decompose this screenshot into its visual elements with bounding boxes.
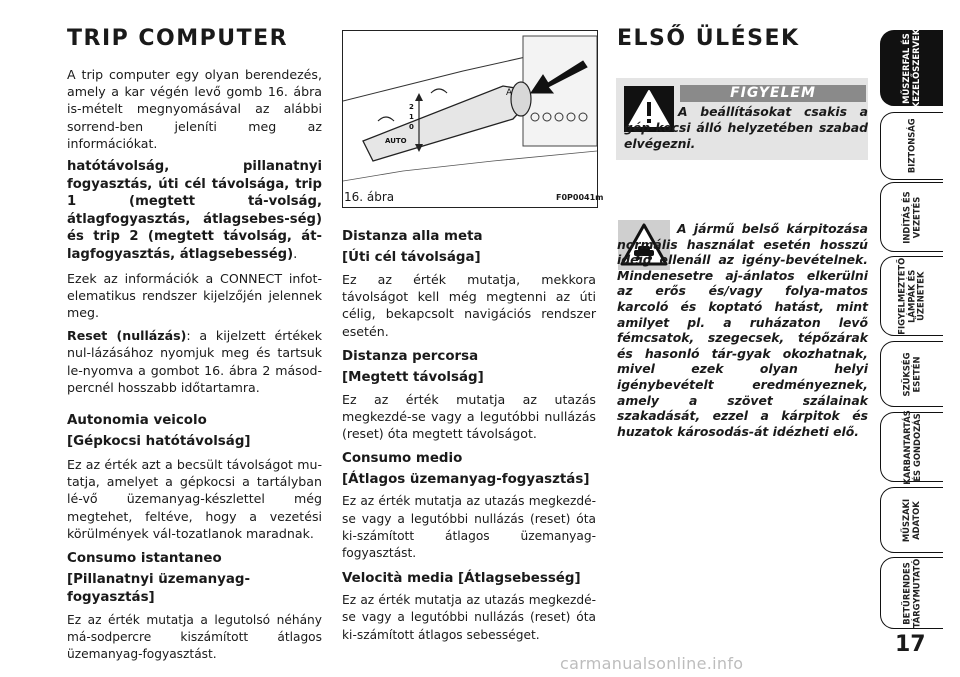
consumo-istantaneo-paragraph: Ez az érték mutatja a legutolsó néhány má-sodpercre kiszámított átlagos üzemanyag-fogyasztást. [67,613,322,662]
intro-paragraph: A trip computer egy olyan berendezés, amely a kar végén levő gomb 16. ábra is-mételt megnyomásával az alábbi sorrend-ben jeleníti meg az információkat. [67,67,322,151]
upholstery-text-block [617,221,868,439]
section-title-front-seats: ELSŐ ÜLÉSEK [617,26,800,51]
reset-text: : a kijelzett értékek nul-lázásához nyomjuk meg és tartsuk le-nyomva a gombot 16. ábra 2 másod-percnél hosszabb időtartamra. [67,328,322,395]
chapter-tab[interactable] [880,487,943,553]
stalk-label-zero: 0 [409,123,414,131]
reset-label: Reset (nullázás) [67,328,187,344]
upholstery-text: A jármű belső kárpitozása normális használat esetén hosszú ideig ellenáll az igény-bevételnek. Mindenesetre aj-ánlatos elkerülni az erős és/vagy folya-matos karcoló és koptató hatást, mint amilyet pl. a ruházaton levő fémcsatok, szegecsek, tépőzárak és hasonló tár-gyak okozhatnak, mivel ezek olyan helyi igénybevételt eredményeznek, amely a szövet szálainak szakadását, ezzel a kárpitok és huzatok károsodás-át idézheti elő. [617,221,868,439]
consumo-medio-heading-it: Consumo medio [342,451,463,467]
consumo-medio-paragraph: Ez az érték mutatja az utazás megkezdé-se vagy a legutóbbi nullázás (reset) óta ki-számított átlagos üzemanyag-fogyasztást. [342,494,596,561]
figure-caption: 16. ábra [344,190,395,204]
chapter-tab[interactable] [880,409,943,485]
velocita-paragraph: Ez az érték mutatja az utazás megkezdé-se vagy a legutóbbi nullázás (reset) óta ki-számított átlagos sebességet. [342,593,596,642]
distanza-percorsa-heading-it: Distanza percorsa [342,348,479,364]
connect-paragraph: Ezek az információk a CONNECT infot-elematikus rendszer kijelzőjén jelennek meg. [67,270,322,320]
reset-paragraph [67,327,322,396]
page-number: 17 [895,632,926,657]
warning-text: A beállításokat csakis a gép-kocsi álló helyzetében szabad elvégezni. [624,104,868,151]
warning-banner: FIGYELEM [680,85,866,102]
chapter-tab[interactable] [880,30,943,106]
chapter-tab-label: SZÜKSÉG ESETÉN [901,351,921,397]
section-title-trip-computer: TRIP COMPUTER [67,26,289,51]
stalk-label-auto: AUTO [385,137,407,145]
warning-text-block [624,104,868,152]
stalk-label-two: 2 [409,103,414,111]
velocita-heading: Velocità media [Átlagsebesség] [342,571,581,587]
chapter-tab-label: MŰSZERFAL ÉS KEZELŐSZERVEK [901,28,921,108]
distanza-percorsa-paragraph: Ez az érték mutatja az utazás megkezdé-se vagy a legutóbbi nullázás (reset) óta megtett távolságot. [342,391,596,442]
left-column [67,66,322,664]
consumo-istantaneo-heading-hu: [Pillanatnyi üzemanyag-fogyasztás] [67,572,251,606]
watermark: carmanualsonline.info [560,654,744,673]
distanza-percorsa-heading-hu: [Megtett távolság] [342,369,484,385]
chapter-tab-label: FIGYELMEZTETŐ LÁMPÁK ÉS ÜZENETEK [896,257,926,335]
autonomia-heading-it: Autonomia veicolo [67,413,207,428]
chapter-tab-label: BETŰRENDES TÁRGYMUTATÓ [901,558,922,628]
info-list-bold: hatótávolság, pillanatnyi fogyasztás, úti cél távolsága, trip 1 (megtett tá-volság, átlagfogyasztás, átlagsebes-ség) és trip 2 (megtett távolság, át-lagfogyasztás, átlagsebesség) [67,159,322,262]
chapter-tab-label: INDÍTÁS ÉS VEZETÉS [901,190,921,244]
stalk-drawing [343,31,597,207]
distanza-meta-paragraph: Ez az érték mutatja, mekkora távolságot kell még megtenni az úti célig, bekapcsolt navigációs rendszer esetén. [342,272,596,339]
consumo-istantaneo-heading-it: Consumo istantaneo [67,551,222,567]
info-list-end: . [293,246,298,262]
distanza-meta-heading-hu: [Úti cél távolsága] [342,250,481,265]
chapter-tab-label: MŰSZAKI ADATOK [901,498,921,542]
autonomia-paragraph: Ez az érték azt a becsült távolságot mu-tatja, amelyet a gépkocsi a tartályban lé-vő üzemanyag-készlettel még megtehet, feltéve, hogy a vezetési körülmények vál-tozatlanok maradnak. [67,457,322,541]
chapter-tab[interactable] [880,341,943,407]
chapter-tab[interactable] [880,557,943,629]
figure-code: F0P0041m [556,193,604,202]
chapter-tab[interactable] [880,182,943,252]
chapter-tab[interactable] [880,256,943,336]
arrow-label: A [506,88,513,98]
distanza-meta-heading-it: Distanza alla meta [342,229,483,244]
chapter-tab[interactable] [880,112,943,180]
chapter-tab-label: KARBANTARTÁS ÉS GONDOZÁS [901,409,921,485]
consumo-medio-heading-hu: [Átlagos üzemanyag-fogyasztás] [342,472,590,488]
info-list-paragraph [67,158,322,264]
stalk-label-one: 1 [409,113,414,121]
autonomia-heading-hu: [Gépkocsi hatótávolság] [67,434,251,449]
chapter-tab-label: BIZTONSÁG [906,118,917,174]
middle-column [342,228,596,644]
figure-stalk-illustration [342,30,598,208]
